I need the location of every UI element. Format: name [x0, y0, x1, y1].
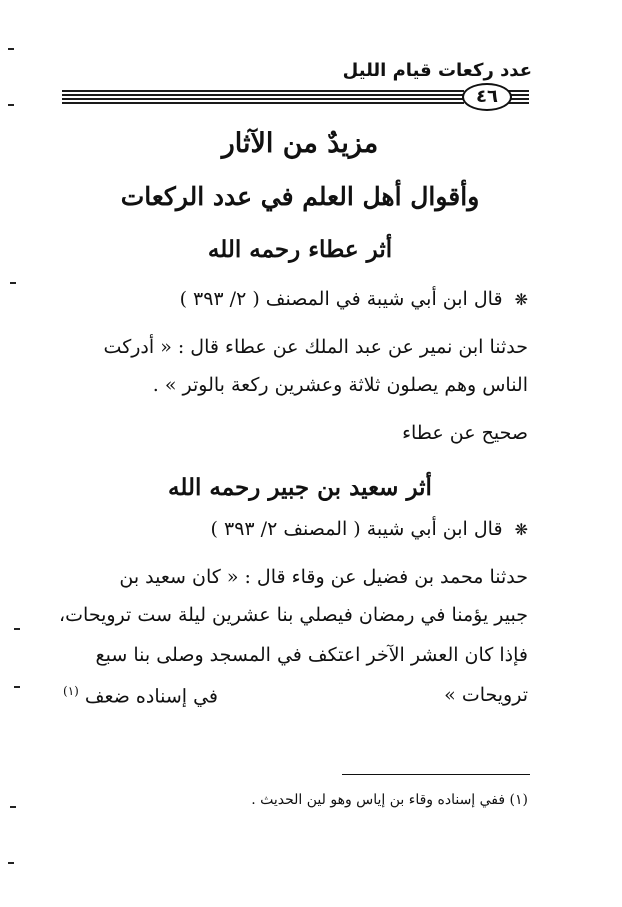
chain-weakness-note [60, 684, 218, 707]
note-text: في إسناده ضعف [84, 685, 218, 708]
narration-line: حدثنا ابن نمير عن عبد الملك عن عطاء قال : « أدركت [103, 336, 528, 358]
narration-end: ترويحات » [444, 684, 528, 706]
asterisk-ornament-icon: ❋ [514, 520, 528, 539]
page-number: ٤٦ [462, 83, 512, 111]
scan-margin-mark [14, 628, 20, 630]
narration-line: الناس وهم يصلون ثلاثة وعشرين ركعة بالوتر » . [152, 374, 528, 396]
source-line-2 [58, 518, 528, 540]
section-heading-saeed: أثر سعيد بن جبير رحمه الله [168, 474, 432, 501]
footnote-separator [342, 774, 530, 775]
section-heading-ata: أثر عطاء رحمه الله [207, 236, 393, 263]
asterisk-ornament-icon: ❋ [514, 290, 528, 309]
running-title: عدد ركعات قيام الليل [342, 60, 532, 81]
narration-line: فإذا كان العشر الآخر اعتكف في المسجد وصلى بنا سبع [95, 644, 528, 666]
narration-line: حدثنا محمد بن فضيل عن وقاء قال : « كان سعيد بن [119, 566, 528, 588]
source-citation: قال ابن أبي شيبة في المصنف ( ٢/ ٣٩٣ ) [179, 288, 503, 310]
footnote-reference: (١) [63, 684, 79, 698]
scan-margin-mark [14, 686, 20, 688]
scan-margin-mark [8, 862, 14, 864]
scan-margin-mark [10, 282, 16, 284]
header-rule [62, 88, 464, 104]
scan-margin-mark [8, 48, 14, 50]
scan-margin-mark [10, 806, 16, 808]
source-citation: قال ابن أبي شيبة ( المصنف ٢/ ٣٩٣ ) [210, 518, 503, 540]
sub-heading: وأقوال أهل العلم في عدد الركعات [120, 182, 480, 211]
narration-line: جبير يؤمنا في رمضان فيصلي بنا عشرين ليلة ست ترويحات، [59, 604, 528, 626]
main-heading: مزيدٌ من الآثار [221, 128, 379, 159]
source-line-1 [58, 288, 528, 310]
scan-margin-mark [8, 104, 14, 106]
grading-verdict: صحيح عن عطاء [402, 422, 528, 444]
footnote: (١) ففي إسناده وقاء بن إياس وهو لين الحديث . [251, 792, 528, 808]
